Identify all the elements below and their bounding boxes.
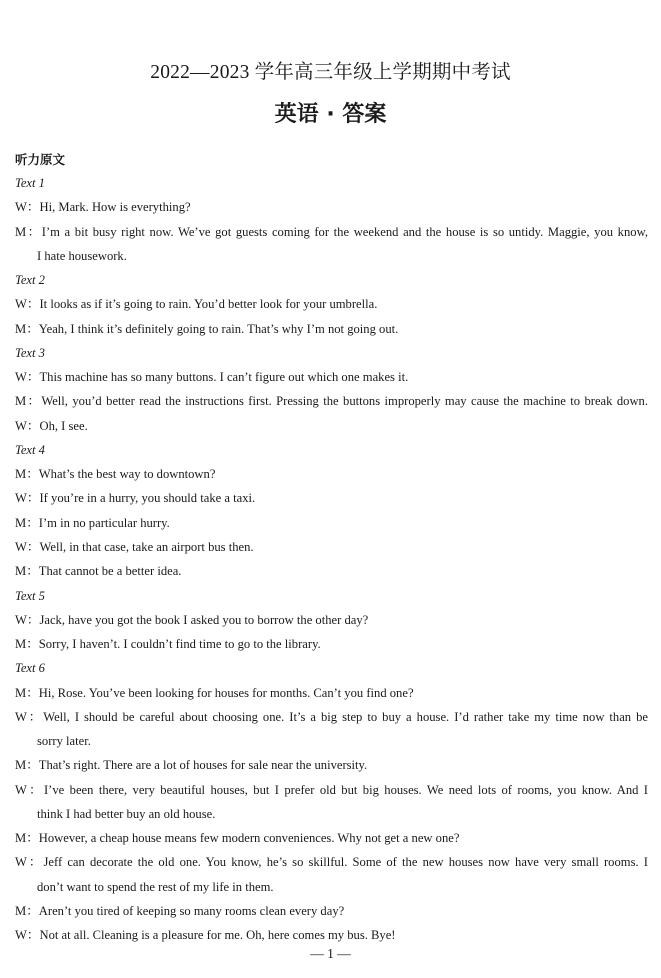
dialogue-line: W：This machine has so many buttons. I can’t figure out which one makes it. — [15, 370, 409, 385]
text-heading: Text 1 — [15, 176, 45, 190]
dialogue-line: W：It looks as if it’s going to rain. You’d better look for your umbrella. — [15, 297, 378, 312]
dialogue-line: W：Oh, I see. — [15, 418, 88, 433]
page-number: — 1 — — [310, 946, 351, 961]
transcript — [15, 171, 648, 948]
dialogue-line: M：What’s the best way to downtown? — [15, 467, 216, 482]
dialogue-line: M：I’m in no particular hurry. — [15, 515, 170, 530]
dialogue-line: M：However, a cheap house means few modern conveniences. Why not get a new one? — [15, 831, 460, 846]
text-heading: Text 3 — [15, 345, 45, 360]
section-title: 听力原文 — [15, 152, 66, 167]
dialogue-line: W：Well, in that case, take an airport bus then. — [15, 539, 254, 554]
dialogue-line: W：Jack, have you got the book I asked you to borrow the other day? — [15, 612, 369, 627]
dialogue-continuation: sorry later. — [37, 734, 91, 749]
dialogue-line: M：Sorry, I haven’t. I couldn’t find time to go to the library. — [15, 637, 321, 652]
dialogue-line: M：Hi, Rose. You’ve been looking for houses for months. Can’t you find one? — [15, 685, 414, 700]
page-subtitle: 英语 · 答案 — [274, 102, 387, 127]
dialogue-continuation: I hate housework. — [37, 248, 127, 263]
dialogue-line: W：I’ve been there, very beautiful houses, but I prefer old but big houses. We need lots of rooms, you know. And I — [15, 782, 648, 797]
dialogue-line: M：I’m a bit busy right now. We’ve got guests coming for the weekend and the house is so untidy. Maggie, you know, — [15, 224, 648, 239]
dialogue-continuation: don’t want to spend the rest of my life in them. — [37, 879, 274, 894]
dialogue-line: M：Yeah, I think it’s definitely going to rain. That’s why I’m not going out. — [15, 321, 399, 336]
text-heading: Text 4 — [15, 442, 45, 457]
dialogue-line: W：Well, I should be careful about choosing one. It’s a big step to buy a house. I’d rather take my time now than be — [15, 709, 648, 724]
dialogue-line: W：If you’re in a hurry, you should take a taxi. — [15, 491, 256, 506]
dialogue-line: M：That’s right. There are a lot of houses for sale near the university. — [15, 758, 368, 773]
dialogue-continuation: think I had better buy an old house. — [37, 806, 216, 821]
text-heading: Text 5 — [15, 588, 45, 603]
dialogue-line: W：Jeff can decorate the old one. You know, he’s so skillful. Some of the new houses now have very small rooms. I — [15, 855, 648, 870]
page-title: 2022—2023 学年高三年级上学期期中考试 — [150, 62, 511, 83]
dialogue-line: W：Hi, Mark. How is everything? — [15, 200, 191, 215]
dialogue-line: W：Not at all. Cleaning is a pleasure for me. Oh, here comes my bus. Bye! — [15, 928, 396, 943]
dialogue-line: M：Well, you’d better read the instructions first. Pressing the buttons improperly may cause the machine to break down. — [15, 394, 648, 409]
dialogue-line: M：Aren’t you tired of keeping so many rooms clean every day? — [15, 903, 345, 918]
text-heading: Text 6 — [15, 661, 45, 676]
text-heading: Text 2 — [15, 273, 45, 288]
dialogue-line: M：That cannot be a better idea. — [15, 564, 182, 579]
